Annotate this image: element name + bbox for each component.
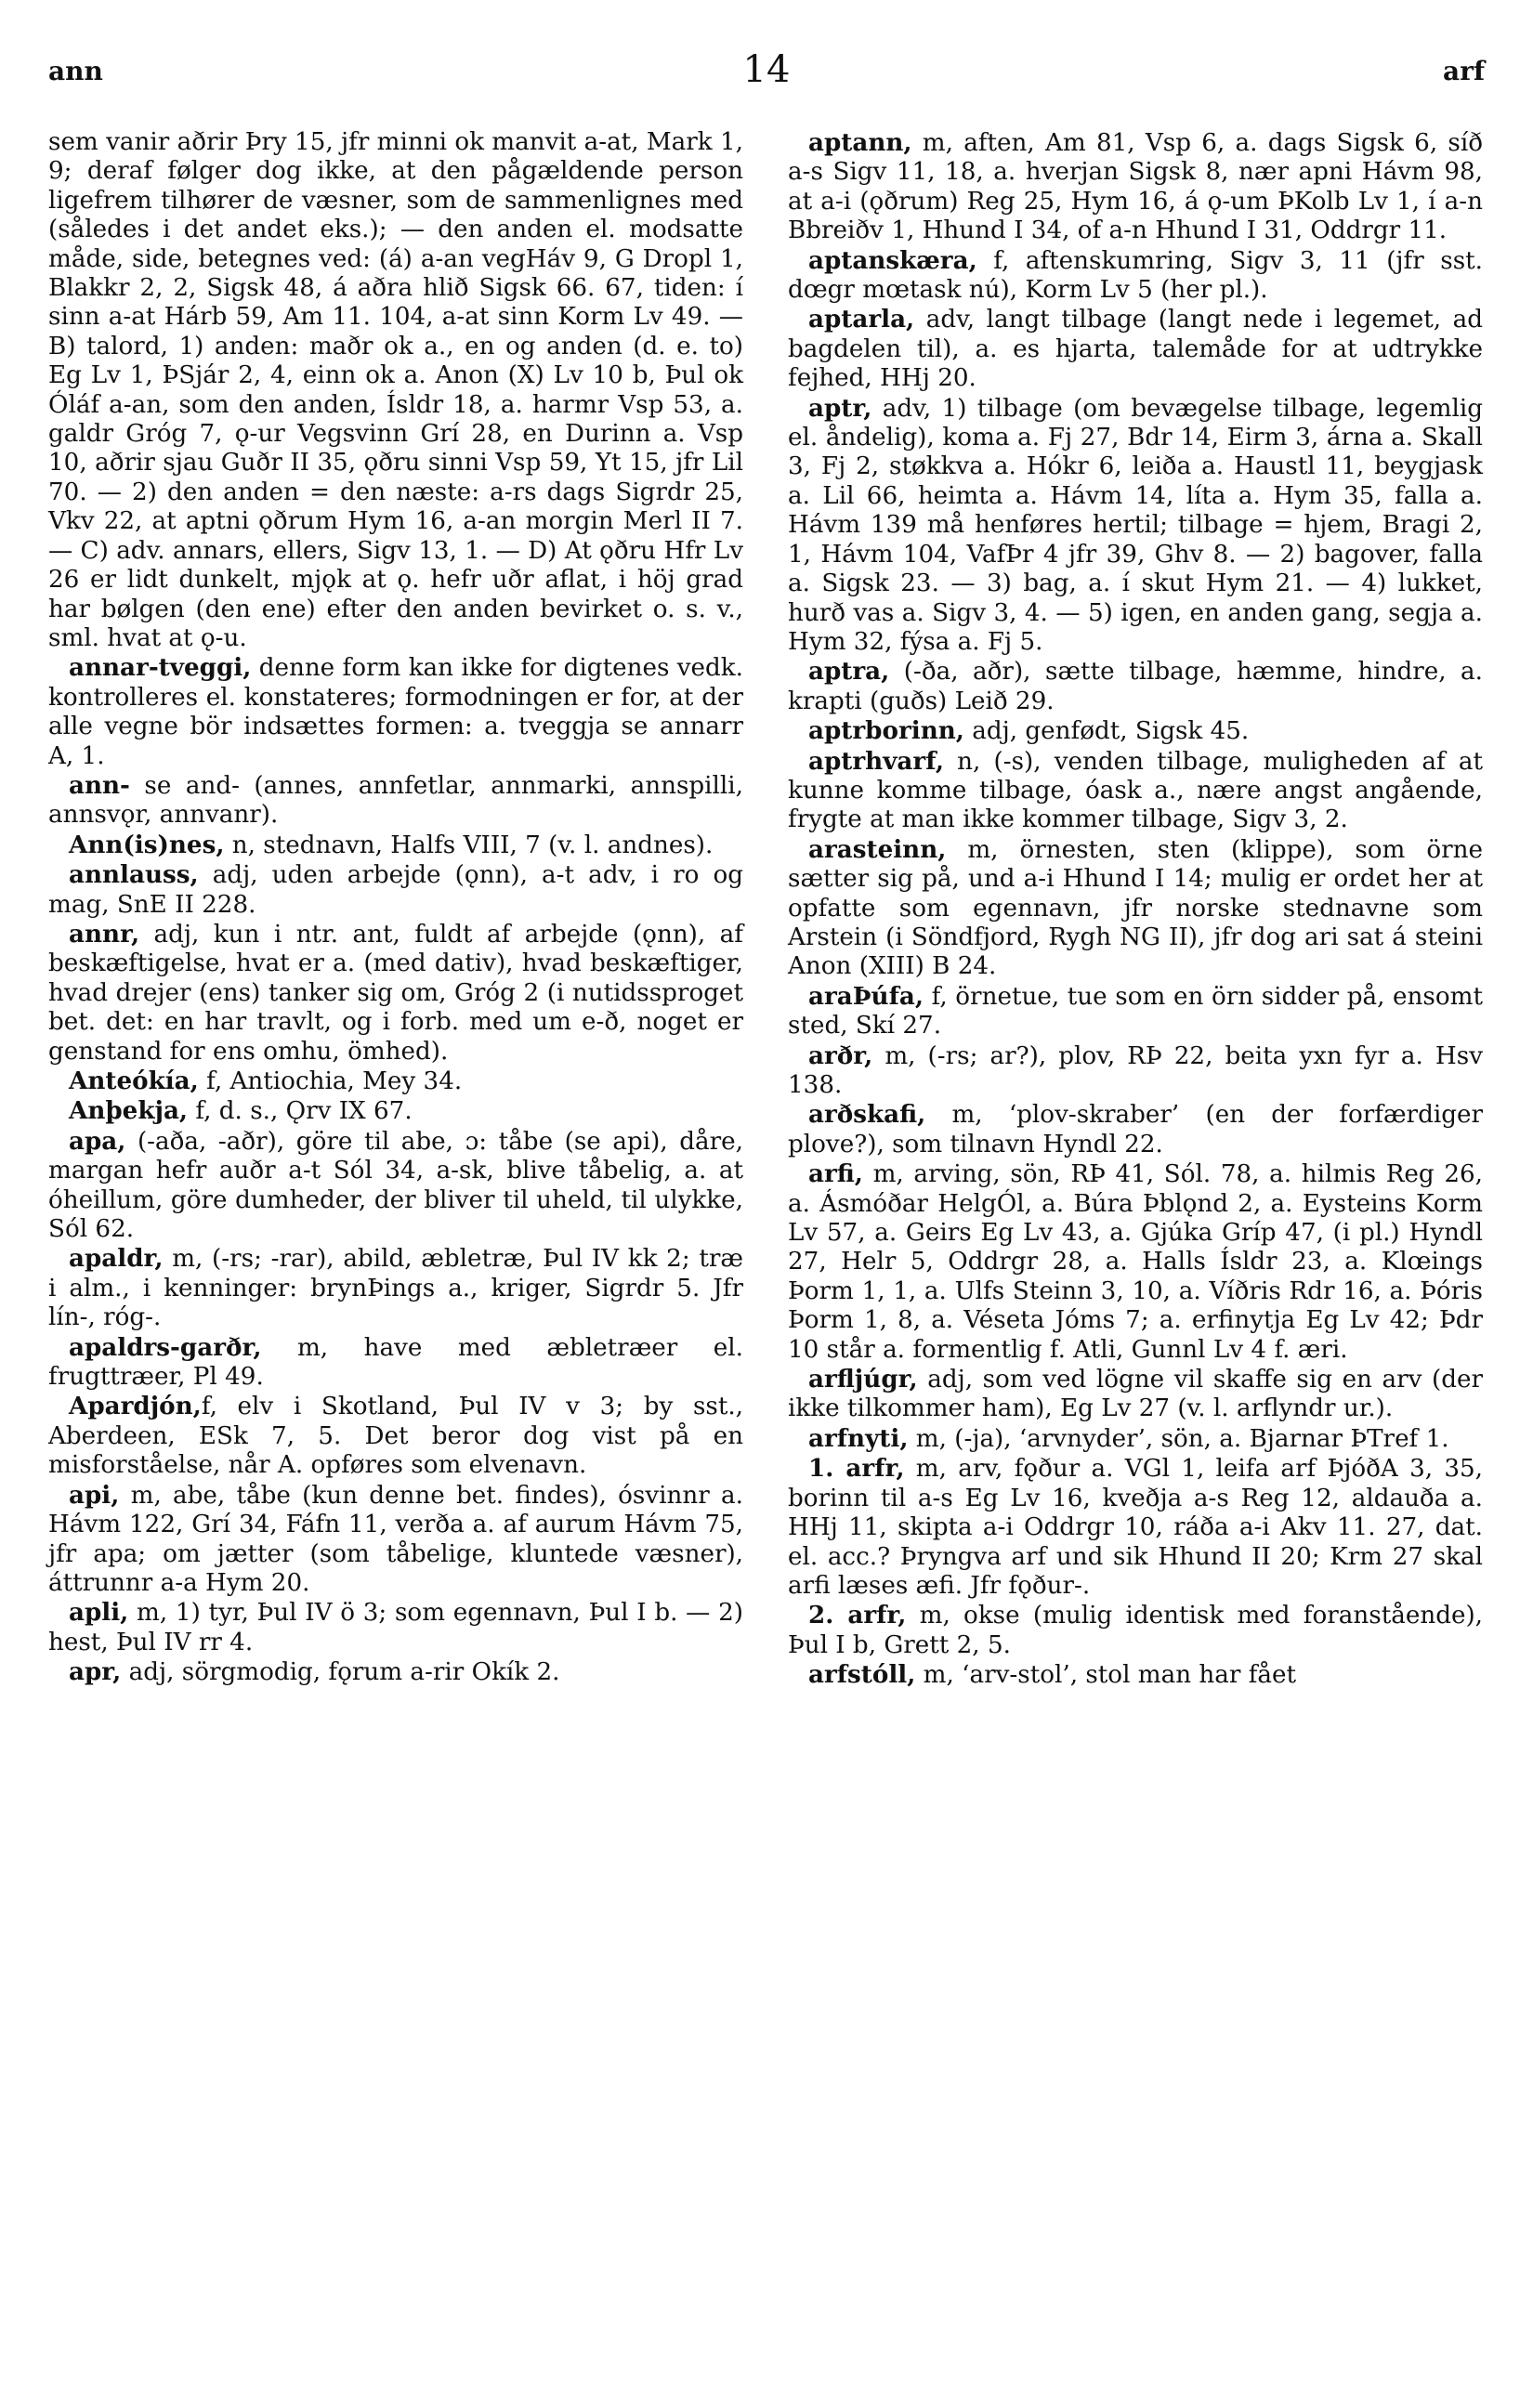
dictionary-entry	[788, 305, 1483, 393]
entry-text: m, okse (mulig identisk med foranstående), Þul I b, Grett 2, 5.	[788, 1602, 1484, 1659]
entry-headword: Ann(is)nes,	[69, 830, 225, 859]
entry-headword: 2. arfr,	[808, 1601, 907, 1630]
entry-headword: aptra,	[808, 657, 890, 687]
entry-headword: apaldrs-garðr,	[69, 1332, 262, 1362]
dictionary-entry	[48, 1244, 743, 1332]
dictionary-entry	[48, 831, 743, 860]
right-column	[788, 128, 1483, 1691]
entry-headword: apli,	[69, 1598, 129, 1628]
entry-headword: arfnyti,	[808, 1423, 909, 1453]
entry-text: m, aften, Am 81, Vsp 6, a. dags Sigsk 6, síð a-s Sigv 11, 18, a. hverjan Sigsk 8, nær apni Hávm 98, at a-i (ǫðrum) Reg 25, Hym 16, á ǫ-um ÞKolb Lv 1, í a-n Bbreiðv 1, Hhund I 34, of a-n Hhund I 31, Oddrgr 11.	[788, 129, 1483, 245]
entry-headword: Apardjón,	[69, 1392, 202, 1421]
dictionary-entry	[48, 1067, 743, 1096]
entry-text: f, örnetue, tue som en örn sidder på, ensomt sted, Skí 27.	[788, 982, 1483, 1040]
entry-headword: annlauss,	[69, 860, 199, 890]
entry-headword: arfljúgr,	[808, 1365, 918, 1394]
dictionary-entry	[48, 1657, 743, 1687]
entry-text: denne form kan ikke for digtenes vedk. kontrolleres el. konstateres; formodningen er for, at der alle vegne bör indsættes formen: a. tveggja se annarr A, 1.	[48, 654, 743, 770]
entry-text: m, arving, sön, RÞ 41, Sól. 78, a. hilmis Reg 26, a. Ásmóðar HelgÓl, a. Búra Þblǫnd 2, a. Eysteins Korm Lv 57, a. Geirs Eg Lv 43, a. Gjúka Gríp 47, (i pl.) Hyndl 27, Helr 5, Oddrgr 28, a. Halls Ísldr 23, a. Klœings Þorm 1, 1, a. Ulfs Steinn 3, 10, a. Víðris Rdr 16, a. Þóris Þorm 1, 8, a. Véseta Jóms 7; a. erfinytja Eg Lv 42; Þdr 10 står a. formentlig f. Atli, Gunnl Lv 4 f. æri.	[788, 1160, 1483, 1364]
entry-headword: arasteinn,	[808, 834, 947, 864]
dictionary-entry	[48, 1127, 743, 1245]
dictionary-entry	[788, 1601, 1483, 1660]
entry-headword: aptrhvarf,	[808, 746, 945, 776]
entry-text: se and- (annes, annfetlar, annmarki, annspilli, annsvǫr, annvanr).	[48, 771, 743, 830]
entry-headword: arðskafi,	[808, 1100, 926, 1130]
dictionary-entry	[48, 128, 743, 653]
dictionary-entry	[788, 747, 1483, 835]
entry-text: m, (-rs; -rar), abild, æbletræ, Þul IV kk 2; træ i alm., i kenninger: brynÞings a., kriger, Sigrdr 5. Jfr lín-, róg-.	[48, 1245, 743, 1332]
dictionary-entry	[788, 394, 1483, 658]
entry-text: adj, kun i ntr. ant, fuldt af arbejde (ǫnn), af beskæftigelse, hvat er a. (med dativ), hvad beskæftiger, hvad drejer (ens) tanker sig om, Gróg 2 (i nutidssproget bet. det: en har travlt, og i forb. med um e-ð, noget er genstand for ens omhu, ömhed).	[48, 920, 743, 1066]
dictionary-entry	[48, 920, 743, 1067]
entry-headword: apa,	[69, 1126, 126, 1156]
dictionary-entry	[788, 835, 1483, 982]
entry-text: f, Antiochia, Mey 34.	[198, 1067, 463, 1095]
dictionary-entry	[788, 716, 1483, 746]
entry-headword: arfstóll,	[808, 1660, 916, 1690]
entry-text: adv, 1) tilbage (om bevægelse tilbage, legemlig el. åndelig), koma a. Fj 27, Bdr 14, Eirm 3, árna a. Skall 3, Fj 2, støkkva a. Hókr 6, leiða a. Haustl 11, beygjask a. Lil 66, heimta a. Hávm 14, líta a. Hym 35, falla a. Hávm 139 må henføres hertil; tilbage = hjem, Bragi 2, 1, Hávm 104, VafÞr 4 jfr 39, Ghv 8. — 2) bagover, falla a. Sigsk 23. — 3) bag, a. í skut Hym 21. — 4) lukket, hurð vas a. Sigv 3, 4. — 5) igen, en anden gang, segja a. Hym 32, fýsa a. Fj 5.	[788, 394, 1483, 656]
entry-text: f, aftenskumring, Sigv 3, 11 (jfr sst. dœgr mœtask nú), Korm Lv 5 (her pl.).	[788, 246, 1483, 305]
entry-text: adv, langt tilbage (langt nede i legemet, ad bagdelen til), a. es hjarta, talemåde for at udtrykke fejhed, HHj 20.	[788, 306, 1483, 393]
dictionary-entry	[48, 1481, 743, 1599]
dictionary-entry	[788, 128, 1483, 246]
entry-headword: api,	[69, 1480, 120, 1510]
entry-text: (-aða, -aðr), göre til abe, ɔ: tåbe (se api), dåre, margan hefr auðr a-t Sól 34, a-sk, blive tåbelig, a. at óheillum, göre dumheder, der bliver til uheld, til ulykke, Sól 62.	[48, 1127, 743, 1244]
entry-text: adj, sörgmodig, fǫrum a-rir Okík 2.	[121, 1658, 560, 1687]
entry-headword: arðr,	[808, 1040, 873, 1070]
dictionary-entry	[788, 1100, 1483, 1159]
dictionary-entry	[48, 1333, 743, 1393]
entry-text: f, d. s., Ǫrv IX 67.	[188, 1097, 413, 1126]
entry-text: m, (-rs; ar?), plov, RÞ 22, beita yxn fyr a. Hsv 138.	[788, 1041, 1483, 1099]
dictionary-entry	[788, 1159, 1483, 1365]
entry-text: m, ‘plov-skraber’ (en der forfærdiger plove?), som tilnavn Hyndl 22.	[788, 1101, 1483, 1158]
entry-headword: Anþekja,	[69, 1096, 189, 1126]
entry-text: m, arv, fǫður a. VGl 1, leifa arf ÞjóðA 3, 35, borinn til a-s Eg Lv 16, kveðja a-s Reg 12, aldauða a. HHj 11, skipta a-i Oddrgr 10, ráða a-i Akv 11. 27, dat. el. acc.? Þryngva arf und sik Hhund II 20; Krm 27 skal arfi læses æfi. Jfr fǫður-.	[788, 1455, 1483, 1600]
entry-text: sem vanir aðrir Þry 15, jfr minni ok manvit a-at, Mark 1, 9; deraf følger dog ikke, at den pågældende person ligefrem tilhører de væsner, som de sammenlignes med (således i det andet eks.); — den anden el. modsatte måde, side, betegnes ved: (á) a-an vegHáv 9, G Dropl 1, Blakkr 2, 2, Sigsk 48, á aðra hlið Sigsk 66. 67, tiden: í sinn a-at Hárb 59, Am 11. 104, a-at sinn Korm Lv 49. — B) talord, 1) anden: maðr ok a., en og anden (d. e. to) Eg Lv 1, ÞSjár 2, 4, einn ok a. Anon (X) Lv 10 b, Þul ok Óláf a-an, som den anden, Ísldr 18, a. harmr Vsp 53, a. galdr Gróg 7, ǫ-ur Vegsvinn Grí 28, en Durinn a. Vsp 10, aðrir sjau Guðr II 35, ǫðru sinni Vsp 59, Yt 15, jfr Lil 70. — 2) den anden = den næste: a-rs dags Sigrdr 25, Vkv 22, at aptni ǫðrum Hym 16, a-an morgin Merl II 7. — C) adv. annars, ellers, Sigv 13, 1. — D) At ǫðru Hfr Lv 26 er lidt dunkelt, mjǫk at ǫ. hefr uðr aflat, i höj grad har bølgen (den ene) efter den anden bevirket o. s. v., sml. hvat at ǫ-u.	[48, 128, 743, 652]
entry-headword: apr,	[69, 1657, 122, 1687]
entry-text: n, stednavn, Halfs VIII, 7 (v. l. andnes).	[224, 831, 714, 859]
entry-headword: aptarla,	[808, 305, 915, 334]
dictionary-entry	[788, 1454, 1483, 1601]
entry-headword: aptrborinn,	[808, 716, 964, 746]
dictionary-entry	[788, 1660, 1483, 1690]
dictionary-entry	[788, 246, 1483, 306]
dictionary-entry	[48, 860, 743, 920]
entry-text: adj, genfødt, Sigsk 45.	[963, 717, 1250, 746]
entry-headword: aptann,	[808, 128, 912, 157]
entry-text: m, 1) tyr, Þul IV ö 3; som egennavn, Þul I b. — 2) hest, Þul IV rr 4.	[48, 1599, 743, 1656]
entry-headword: annr,	[69, 919, 140, 949]
entry-headword: 1. arfr,	[808, 1454, 905, 1484]
dictionary-entry	[48, 1096, 743, 1126]
page-header	[48, 48, 1485, 95]
dictionary-entry	[48, 1392, 743, 1480]
entry-text: adj, uden arbejde (ǫnn), a-t adv, i ro og mag, SnE II 228.	[48, 861, 743, 919]
page-number: 14	[742, 48, 791, 91]
dictionary-entry	[48, 653, 743, 771]
entry-text: m, have med æbletræer el. frugttræer, Pl 49.	[48, 1333, 743, 1392]
dictionary-entry	[48, 771, 743, 831]
entry-text: f, elv i Skotland, Þul IV v 3; by sst., Aberdeen, ESk 7, 5. Det beror dog vist på en misforståelse, når A. opføres som elvenavn.	[48, 1393, 743, 1480]
entry-text: m, (-ja), ‘arvnyder’, sön, a. Bjarnar ÞTref 1.	[908, 1424, 1449, 1453]
dictionary-entry	[788, 657, 1483, 716]
left-column	[48, 128, 743, 1688]
entry-headword: aptr,	[808, 393, 872, 423]
entry-text: adj, som ved lögne vil skaffe sig en arv (der ikke tilkommer ham), Eg Lv 27 (v. l. arflyndr ur.).	[788, 1366, 1483, 1423]
entry-headword: ann-	[69, 770, 130, 800]
entry-text: n, (-s), venden tilbage, muligheden af at kunne komme tilbage, óask a., nære angst angående, frygte at man ikke kommer tilbage, Sigv 3, 2.	[788, 747, 1483, 834]
running-head-left: ann	[48, 56, 103, 86]
entry-headword: aptanskæra,	[808, 245, 977, 275]
entry-headword: annar-tveggi,	[69, 653, 252, 683]
dictionary-entry	[788, 1424, 1483, 1454]
entry-headword: araÞúfa,	[808, 981, 924, 1011]
entry-text: (-ða, aðr), sætte tilbage, hæmme, hindre, a. krapti (guðs) Leið 29.	[788, 658, 1483, 715]
entry-text: m, örnesten, sten (klippe), som örne sætter sig på, und a-i Hhund I 14; mulig er ordet her at opfatte som egennavn, jfr norske stednavne som Arstein (i Söndfjord, Rygh NG II), jfr dog ari sat á steini Anon (XIII) B 24.	[788, 835, 1483, 981]
dictionary-entry	[788, 1041, 1483, 1101]
entry-headword: Anteókía,	[69, 1067, 199, 1095]
dictionary-entry	[48, 1598, 743, 1657]
entry-text: m, abe, tåbe (kun denne bet. findes), ósvinnr a. Hávm 122, Grí 34, Fáfn 11, verða a. af aurum Hávm 75, jfr apa; om jætter (som tåbelige, kluntede væsner), áttrunnr a-a Hym 20.	[48, 1481, 743, 1597]
running-head-right: arf	[1443, 56, 1485, 86]
entry-headword: arfi,	[808, 1159, 863, 1189]
dictionary-entry	[788, 1365, 1483, 1424]
entry-text: m, ‘arv-stol’, stol man har fået	[915, 1661, 1297, 1690]
dictionary-entry	[788, 982, 1483, 1041]
entry-headword: apaldr,	[69, 1244, 164, 1274]
